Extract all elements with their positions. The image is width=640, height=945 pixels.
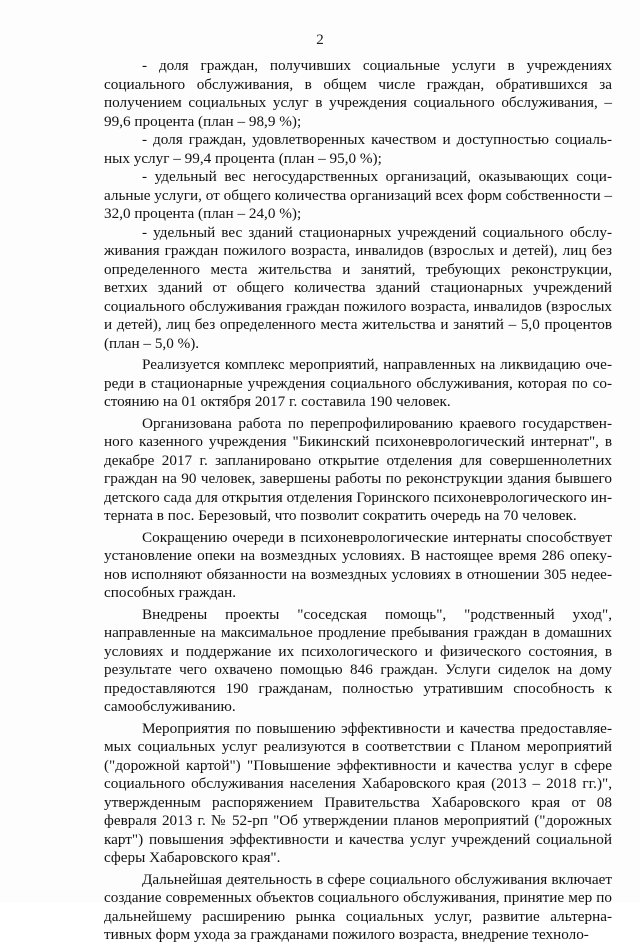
document-body bbox=[104, 57, 612, 945]
page-number: 2 bbox=[316, 32, 324, 48]
paragraph-guardianship: Сокращению очереди в психоневрологические интернаты способствует установление опеки на возмездных условиях. В настоящее время 286 опекунов исполняют обязанности на возмездных условиях в отношении 305 недееспособных граждан. bbox=[104, 528, 612, 601]
paragraph-nongovernment-share: - удельный вес негосударственных организаций, оказывающих социальные услуги, от общего количества организаций всех форм собственности – 32,0 процента (план – 24,0 %); bbox=[104, 168, 612, 222]
paragraph-roadmap: Мероприятия по повышению эффективности и качества предоставляемых социальных услуг реализуются в соответствии с Планом мероприятий ("дорожной картой") "Повышение эффективности и качества услуг в сфере социального обслуживания населения Хабаровского края (2013 – 2018 гг.)", утвержденным распоряжением Правительства Хабаровского края от 08 февраля 2013 г. № 52-рп "Об утверждении планов мероприятий ("дорожных карт") повышения эффективности и качества услуг учреждений социальной сферы Хабаровского края". bbox=[104, 719, 612, 866]
paragraph-queue-measures: Реализуется комплекс мероприятий, направленных на ликвидацию очереди в стационарные учреждения социального обслуживания, которая по состоянию на 01 октября 2017 г. составила 190 человек. bbox=[104, 356, 612, 410]
paragraph-projects: Внедрены проекты "соседская помощь", "родственный уход", направленные на максимальное продление пребывания граждан в домашних условиях и поддержание их психологического и физического состояния, в результате чего охвачено помощью 846 граждан. Услуги сиделок на дому предоставляются 190 гражданам, полностью утратившим способность к самообслуживанию. bbox=[104, 605, 612, 715]
paragraph-buildings-share: - удельный вес зданий стационарных учреждений социального обслуживания граждан пожилого возраста, инвалидов (взрослых и детей), лиц без определенного места жительства и занятий, требующих реконструкции, ветхих зданий от общего количества зданий стационарных учреждений социального обслуживания граждан пожилого возраста, инвалидов (взрослых и детей), лиц без определенного места жительства и занятий – 5,0 процентов (план – 5,0 %). bbox=[104, 223, 612, 352]
paragraph-share-served: - доля граждан, получивших социальные услуги в учреждениях социального обслуживания, в общем числе граждан, обратившихся за получением социальных услуг в учреждения социального обслуживания, – 99,6 процента (план – 98,9 %); bbox=[104, 57, 612, 130]
paragraph-bikin-internat: Организована работа по перепрофилированию краевого государственного казенного учреждения "Бикинский психоневрологический интернат", в декабре 2017 г. запланировано открытие отделения для совершеннолетних граждан на 90 человек, завершены работы по реконструкции здания бывшего детского сада для открытия отделения Горинского психоневрологического интерната в пос. Березовый, что позволит сократить очередь на 70 человек. bbox=[104, 414, 612, 524]
paragraph-further-activity: Дальнейшая деятельность в сфере социального обслуживания включает создание современных объектов социального обслуживания, принятие мер по дальнейшему расширению рынка социальных услуг, развитие альтернативных форм ухода за гражданами пожилого возраста, внедрение техноло- bbox=[104, 870, 612, 943]
paragraph-share-satisfied: - доля граждан, удовлетворенных качеством и доступностью социальных услуг – 99,4 процента (план – 95,0 %); bbox=[104, 131, 612, 167]
